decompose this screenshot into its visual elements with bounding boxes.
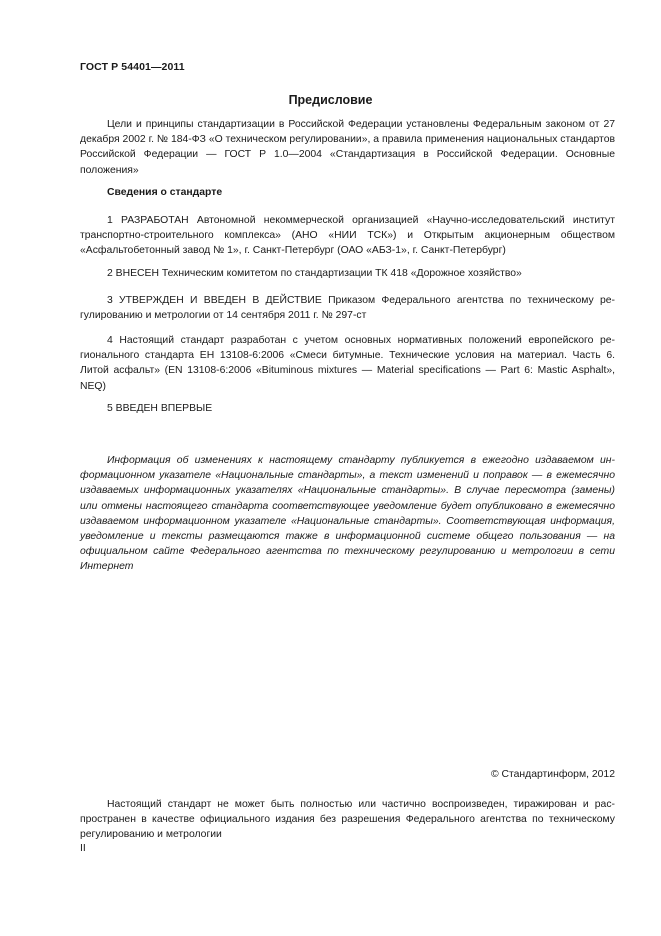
page-title: Предисловие [288,93,373,107]
info-item-developed: 1 РАЗРАБОТАН Автономной некоммерческой организацией «Научно-исследовательский институт транспортно-строительного комплекса» (АНО «НИИ ТСК») и Открытым акционерным обществом «Асфальтобетонный завод № 1», г. Санкт-Петербург (ОАО «АБЗ-1», г. Санкт-Петербург) [80,215,615,257]
copyright-line: © Стандартинформ, 2012 [490,769,615,780]
reproduction-notice: Настоящий стандарт не может быть полностью или частично воспроизведен, тиражирован и распространен в качестве официального издания без разрешения Федерального агентства по техническому регулированию и метрологии [80,799,615,841]
info-item-based-on: 4 Настоящий стандарт разработан с учетом основных нормативных положений европейского регионального стандарта ЕН 13108-6:2006 «Смеси битумные. Технические условия на материал. Часть 6. Литой асфальт» (EN 13108-6:2006 «Bituminous mixtures — Material specifications — Part 6: Mastic Asphalt», NEQ) [80,335,615,392]
info-item-approved: 3 УТВЕРЖДЕН И ВВЕДЕН В ДЕЙСТВИЕ Приказом Федерального агентства по техническому регулированию и метрологии от 14 сентября 2011 г. № 297-ст [80,295,615,322]
document-code: ГОСТ Р 54401—2011 [80,61,185,73]
intro-paragraph: Цели и принципы стандартизации в Российской Федерации установлены Федеральным законом от 27 декабря 2002 г. № 184-ФЗ «О техническом регулировании», а правила применения национальных стандартов Российской Федерации — ГОСТ Р 1.0—2004 «Стандартизация в Российской Федерации. Основные положения» [80,119,615,176]
info-item-introduced: 5 ВВЕДЕН ВПЕРВЫЕ [107,403,213,414]
info-item-submitted: 2 ВНЕСЕН Техническим комитетом по стандартизации ТК 418 «Дорожное хозяйство» [107,268,522,279]
page-number: II [80,843,86,854]
standard-info-heading: Сведения о стандарте [107,187,223,198]
changes-notice: Информация об изменениях к настоящему стандарту публикуется в ежегодно издаваемом информационном указателе «Национальные стандарты», а текст изменений и поправок — в ежемесячно издаваемых информационных указателях «Национальные стандарты». В случае пересмотра (замены) или отмены настоящего стандарта соответствующее уведомление будет опубликовано в ежемесячно издаваемом информационном указателе «Национальные стандарты». Соответствующая информация, уведомление и тексты размещаются также в информационной системе общего пользования — на официальном сайте Федерального агентства по техническому регулированию и метрологии в сети Интернет [80,455,615,573]
